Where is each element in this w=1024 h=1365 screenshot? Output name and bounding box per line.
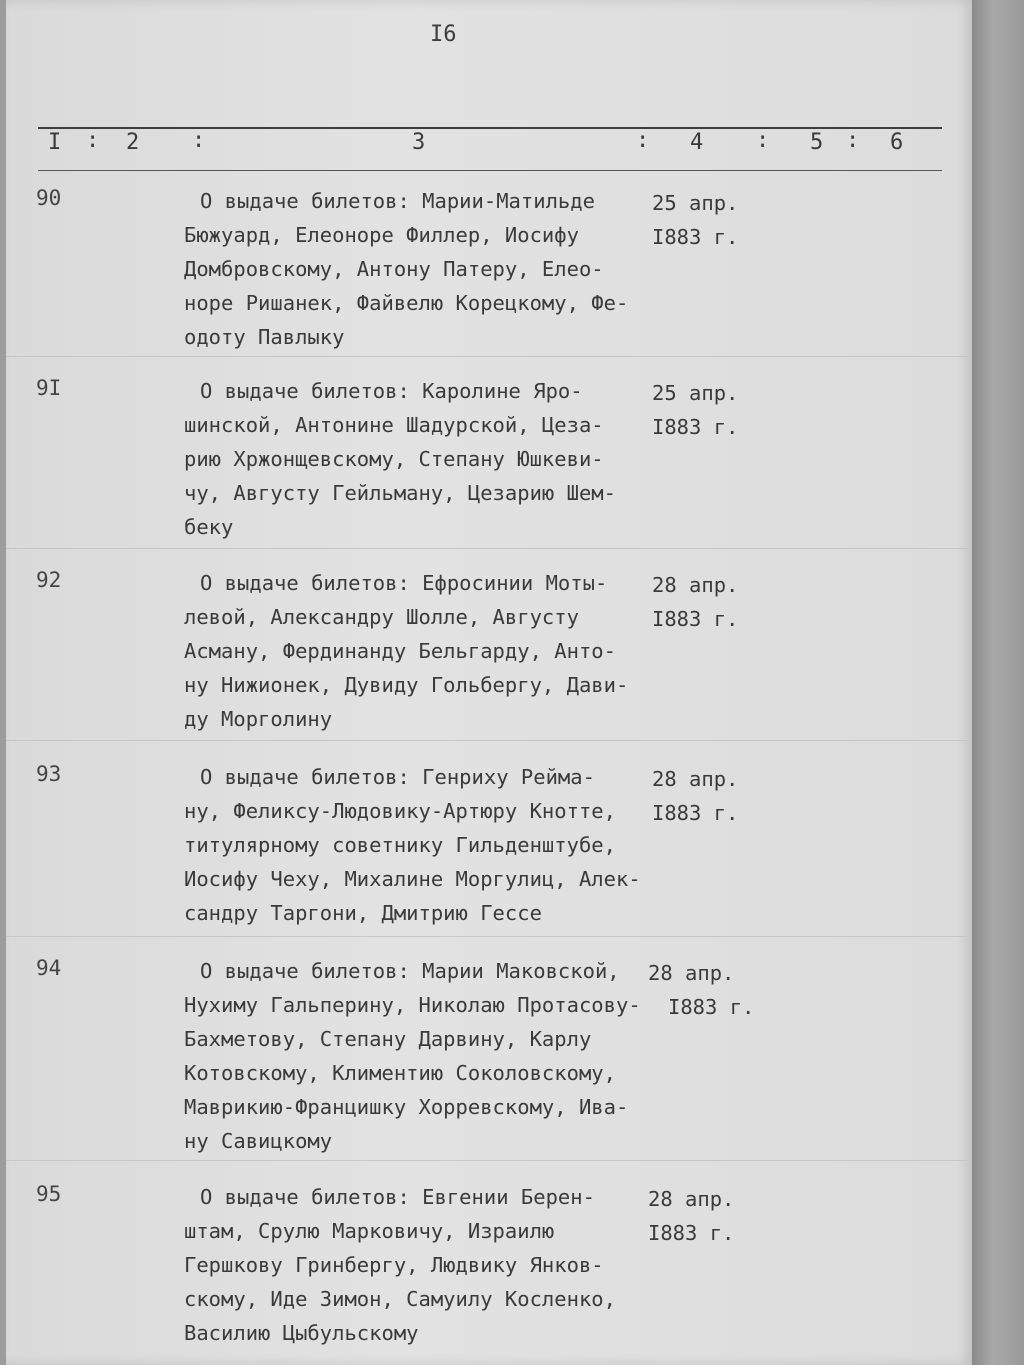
entry-date xyxy=(648,1182,734,1250)
text-line: Котовскому, Климентию Соколовскому, xyxy=(184,1061,616,1085)
text-line: О выдаче билетов: Генриху Рейма- xyxy=(200,765,595,789)
entry-number: 93 xyxy=(36,762,62,786)
column-header-2: 2 xyxy=(126,130,140,155)
column-header-1: I xyxy=(48,130,62,155)
text-line: беку xyxy=(184,515,234,539)
text-line: О выдаче билетов: Евгении Берен- xyxy=(200,1185,595,1209)
date-line: 28 апр. xyxy=(648,961,735,985)
entry-number: 90 xyxy=(36,186,62,210)
binding-edge xyxy=(972,0,1024,1365)
text-line: О выдаче билетов: Марии-Матильде xyxy=(200,189,595,213)
text-line: Маврикию-Францишку Хорревскому, Ива- xyxy=(184,1095,629,1119)
text-line: Нухиму Гальперину, Николаю Протасову- xyxy=(184,993,641,1017)
entry-divider xyxy=(6,740,972,741)
page-number: I6 xyxy=(430,22,457,47)
entry-number: 95 xyxy=(36,1182,62,1206)
column-separator: : xyxy=(86,128,100,153)
text-line: скому, Иде Зимон, Самуилу Косленко, xyxy=(184,1287,616,1311)
text-line: титулярному советнику Гильденштубе, xyxy=(184,833,616,857)
text-line: Гершкову Гринбергу, Людвику Янков- xyxy=(184,1253,604,1277)
entry-number: 92 xyxy=(36,568,62,592)
entry-text xyxy=(184,1180,654,1350)
text-line: Иосифу Чеху, Михалине Моргулиц, Алек- xyxy=(184,867,641,891)
text-line: норе Ришанек, Файвелю Корецкому, Фе- xyxy=(184,291,629,315)
text-line: ну Нижионек, Дувиду Гольбергу, Дави- xyxy=(184,673,629,697)
date-line: I883 г. xyxy=(648,1221,735,1245)
entry-text xyxy=(184,760,654,930)
date-line: I883 г. xyxy=(652,801,739,825)
column-header-3: 3 xyxy=(412,130,426,155)
date-line: 28 апр. xyxy=(652,767,739,791)
text-line: О выдаче билетов: Ефросинии Моты- xyxy=(200,571,608,595)
entry-date xyxy=(652,762,738,830)
entry-divider xyxy=(6,936,972,937)
entry-divider xyxy=(6,548,972,549)
text-line: Асману, Фердинанду Бельгарду, Анто- xyxy=(184,639,616,663)
date-line: 28 апр. xyxy=(652,573,739,597)
entry-number: 9I xyxy=(36,376,62,400)
entry-divider xyxy=(6,1160,972,1161)
text-line: Василию Цыбульскому xyxy=(184,1321,419,1345)
entry-date xyxy=(652,186,738,254)
date-line: I883 г. xyxy=(668,995,755,1019)
entry-text xyxy=(184,184,654,354)
entry-date xyxy=(652,568,738,636)
text-line: О выдаче билетов: Каролине Яро- xyxy=(200,379,583,403)
entry-number: 94 xyxy=(36,956,62,980)
column-separator: : xyxy=(846,128,860,153)
date-line: I883 г. xyxy=(652,607,739,631)
date-line: I883 г. xyxy=(652,225,739,249)
header-top-rule xyxy=(38,127,942,129)
text-line: ну, Феликсу-Людовику-Артюру Кнотте, xyxy=(184,799,616,823)
column-header-5: 5 xyxy=(810,130,824,155)
text-line: рию Хржонщевскому, Степану Юшкеви- xyxy=(184,447,604,471)
entry-text xyxy=(184,954,654,1158)
entry-text xyxy=(184,566,654,736)
entry-date xyxy=(648,956,754,1024)
text-line: одоту Павлыку xyxy=(184,325,345,349)
column-header-4: 4 xyxy=(690,130,704,155)
text-line: Бахметову, Степану Дарвину, Карлу xyxy=(184,1027,592,1051)
text-line: сандру Таргони, Дмитрию Гессе xyxy=(184,901,542,925)
text-line: Домбровскому, Антону Патеру, Елео- xyxy=(184,257,604,281)
header-bottom-rule xyxy=(38,170,942,171)
text-line: О выдаче билетов: Марии Маковской, xyxy=(200,959,620,983)
text-line: штам, Срулю Марковичу, Израилю xyxy=(184,1219,555,1243)
text-line: Бюжуард, Елеоноре Филлер, Иосифу xyxy=(184,223,579,247)
text-line: шинской, Антонине Шадурской, Цеза- xyxy=(184,413,604,437)
column-separator: : xyxy=(756,128,770,153)
column-separator: : xyxy=(636,128,650,153)
date-line: 28 апр. xyxy=(648,1187,735,1211)
column-separator: : xyxy=(192,128,206,153)
text-line: чу, Августу Гейльману, Цезарию Шем- xyxy=(184,481,616,505)
text-line: ду Морголину xyxy=(184,707,333,731)
entry-text xyxy=(184,374,654,544)
text-line: ну Савицкому xyxy=(184,1129,333,1153)
date-line: I883 г. xyxy=(652,415,739,439)
date-line: 25 апр. xyxy=(652,191,739,215)
entry-divider xyxy=(6,356,972,357)
date-line: 25 апр. xyxy=(652,381,739,405)
text-line: левой, Александру Шолле, Августу xyxy=(184,605,579,629)
entry-date xyxy=(652,376,738,444)
column-header-6: 6 xyxy=(890,130,904,155)
